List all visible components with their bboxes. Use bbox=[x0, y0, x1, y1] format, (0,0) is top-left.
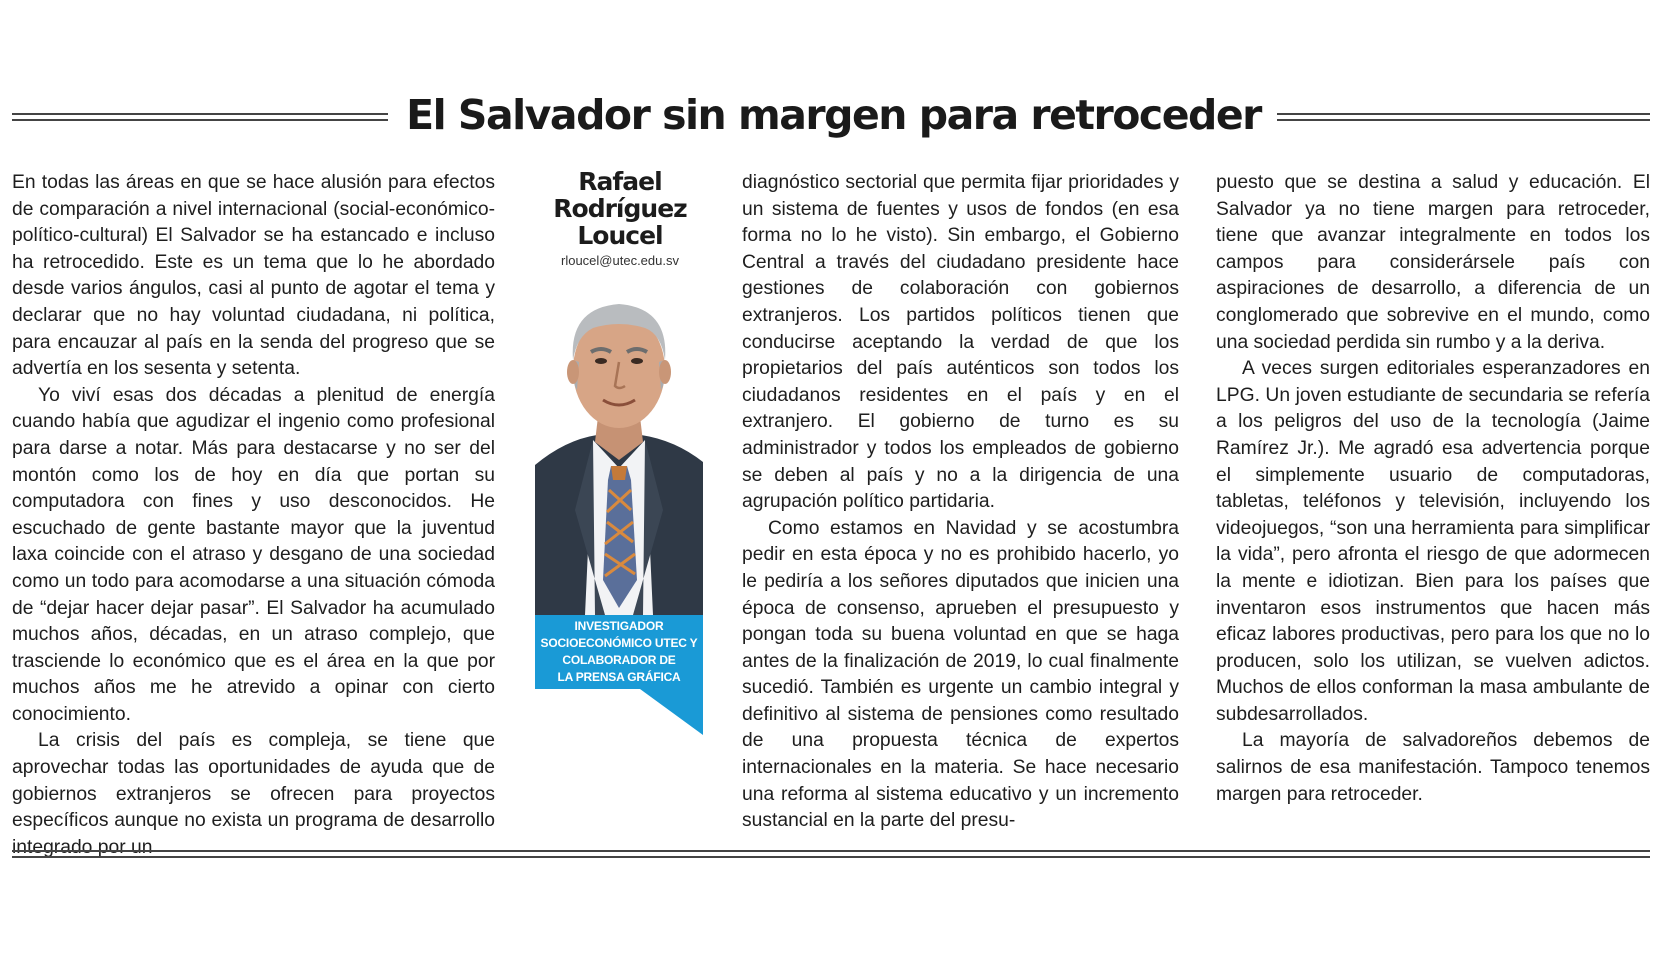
paragraph: A veces surgen editoriales esperanzadores en LPG. Un joven estudiante de secundaria se refería a los peligros del uso de la tecnología (Jaime Ramírez Jr.). Me agradó esa advertencia porque el simplemente usuario de computadoras, tabletas, teléfonos y televisión, incluyendo los videojuegos, “son una herramienta para simplificar la vida”, pero afronta el riesgo de que adormecen la mente e idiotizan. Bien para los países que inventaron esos instrumentos que hacen más eficaz labores productivas, pero para los que no lo producen, solo los utilizan, se vuelven adictos. Muchos de ellos conforman la masa ambulante de subdesarrollados. bbox=[1216, 358, 1650, 725]
banner-tail bbox=[640, 689, 703, 735]
author-email: rloucel@utec.edu.sv bbox=[561, 253, 679, 268]
article-column-2 bbox=[742, 170, 1179, 835]
paragraph: En todas las áreas en que se hace alusión para efectos de comparación a nivel internacional (social-económico-político-cultural) El Salvador se ha estancado e incluso ha retrocedido. Este es un tema que lo he abordado desde varios ángulos, casi al punto de agotar el tema y declarar que no hay voluntad ciudadana, ni política, para encauzar al país en la senda del progreso que se advertía en los sesenta y setenta. bbox=[12, 172, 495, 380]
author-name-line: Loucel bbox=[577, 221, 663, 250]
author-name-line: Rafael bbox=[578, 167, 662, 196]
article-column-3 bbox=[1216, 170, 1650, 808]
author-role-banner bbox=[535, 615, 703, 689]
paragraph: La crisis del país es compleja, se tiene que aprovechar todas las oportunidades de ayuda que de gobiernos extranjeros se ofrecen para proyectos específicos aunque no exista un programa de desarrollo integrado por un bbox=[12, 730, 495, 858]
author-byline bbox=[530, 168, 710, 268]
article-headline: El Salvador sin margen para retroceder bbox=[406, 91, 1261, 139]
headline-rule-right bbox=[1277, 113, 1650, 121]
paragraph: diagnóstico sectorial que permita fijar prioridades y un sistema de fuentes y usos de fondos (en esa forma no lo he visto). Sin embargo, el Gobierno Central a través del ciudadano presidente hace gestiones de colaboración con gobiernos extranjeros. Los partidos políticos tienen que conducirse aceptando la verdad de que los propietarios del país auténticos son todos los ciudadanos residentes en el país y en el extranjero. El gobierno de turno es su administrador y todos los empleados de gobierno se deben al país y no a la dirigencia de una agrupación político partidaria. bbox=[742, 172, 1179, 513]
paragraph: Yo viví esas dos décadas a plenitud de energía cuando había que agudizar el ingenio como profesional para darse a notar. Más para destacarse y no ser del montón como los de hoy en día que portan su computadora con fines y uso desconocidos. He escuchado de gente bastante mayor que la juventud laxa coincide con el atraso y desgano de una sociedad como un todo para acomodarse a una situación cómoda de “dejar hacer dejar pasar”. El Salvador ha acumulado muchos años, décadas, en un atraso complejo, que trasciende lo económico que es el área en la que por muchos años me he atrevido a opinar con cierto conocimiento. bbox=[12, 384, 495, 725]
paragraph: La mayoría de salvadoreños debemos de salirnos de esa manifestación. Tampoco tenemos margen para retroceder. bbox=[1216, 730, 1650, 805]
article-column-1 bbox=[12, 170, 495, 861]
author-name-line: Rodríguez bbox=[553, 194, 687, 223]
bottom-rule bbox=[12, 850, 1650, 858]
author-portrait bbox=[535, 290, 703, 615]
paragraph: Como estamos en Navidad y se acostumbra pedir en esta época y no es prohibido hacerlo, yo le pediría a los señores diputados que inicien una época de consenso, aprueben el presupuesto y pongan toda su buena voluntad en que se haga antes de la finalización de 2019, lo cual finalmente sucedió. También es urgente un cambio integral y definitivo al sistema de pensiones como resultado de una propuesta técnica de expertos internacionales en la materia. Se hace necesario una reforma al sistema educativo y un incremento sustancial en la parte del presu- bbox=[742, 517, 1179, 832]
paragraph: puesto que se destina a salud y educación. El Salvador ya no tiene margen para retroceder, tiene que avanzar integralmente en todos los campos para considerársele país con aspiraciones de desarrollo, a diferencia de un conglomerado que sobrevive en el mundo, como una sociedad perdida sin rumbo y a la deriva. bbox=[1216, 172, 1650, 353]
author-role: INVESTIGADOR SOCIOECONÓMICO UTEC Y COLABORADOR DE LA PRENSA GRÁFICA bbox=[540, 619, 698, 684]
headline-rule-left bbox=[12, 113, 388, 121]
